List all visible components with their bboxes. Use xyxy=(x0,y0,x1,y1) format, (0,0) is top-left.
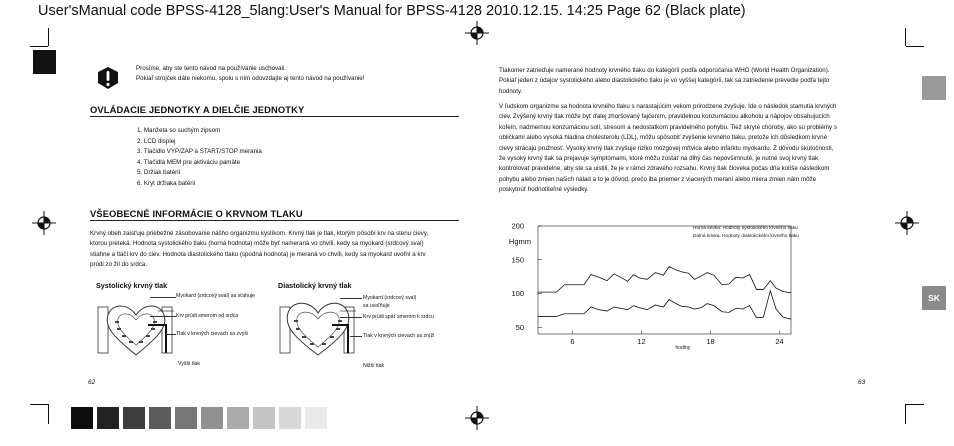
x-tick-label: 18 xyxy=(706,337,715,346)
color-swatch xyxy=(279,407,301,429)
diastolic-label-bottom: Nižší tlak xyxy=(363,363,385,369)
registration-mark-left xyxy=(32,211,56,235)
crop-mark xyxy=(30,46,48,47)
paragraph-line: Tlakomer zatrieďuje namerané hodnoty krvného tlaku do kategórií podľa odporúčania WHO (World Health Organization). xyxy=(499,67,830,74)
language-tab-sk: SK xyxy=(922,286,946,310)
legend-entry: Horná krivka: Hodnoty systolického krvného tlaku xyxy=(693,226,798,231)
systolic-heart-diagram xyxy=(96,293,176,368)
paragraph-line: obličkami alebo vysoká hladina cholesterolu (LDL), môžu spôsobiť zvýšenie krvného tlaku, pretože ich dôsledkom krvné xyxy=(499,134,828,142)
color-swatch xyxy=(97,407,119,429)
crop-mark xyxy=(906,404,924,405)
warning-line: Prosíme, aby ste tento návod na používanie uschovali. xyxy=(136,65,286,72)
crop-mark xyxy=(48,28,49,46)
x-tick-label: 12 xyxy=(637,337,646,346)
list-item: 5. Držiak batérií xyxy=(137,169,181,177)
component-list xyxy=(137,126,262,190)
paragraph-line: V ľudskom organizme sa hodnota krvného tlaku s narastajúcim vekom prirodzene zvyšuje. Ide o následok stamutia krvných xyxy=(499,103,837,110)
crop-mark xyxy=(48,404,49,424)
diastolic-heart-diagram xyxy=(278,293,358,368)
registration-mark-right xyxy=(895,211,919,235)
y-tick-label: 50 xyxy=(515,322,524,332)
section-rule xyxy=(90,220,459,221)
x-tick-label: 24 xyxy=(775,337,784,346)
leader-line xyxy=(150,316,176,317)
diastolic-label-pressure: Tlak v krvných cievach sa zníži xyxy=(363,333,435,339)
diastolic-label-myocard-2: sa uvoľňuje xyxy=(363,303,390,309)
y-tick-label: 200 xyxy=(511,221,524,231)
paragraph-line: cievy strácajú pružnosť. Vysoký krvný tlak zvyšuje riziko mozgovej mŕtvice alebo infarktu myokardu. Z dôvodu skutočnosti, xyxy=(499,144,834,152)
y-axis-label: Hgmm xyxy=(508,237,531,246)
print-header: User'sManual code BPSS-4128_5lang:User's Manual for BPSS-4128 2010.12.15. 14:25 Page 62 (Black plate) xyxy=(38,3,746,19)
systolic-label-pressure: Tlak v krvných cievach sa zvýši xyxy=(176,331,249,337)
paragraph-line: kontrolovať pravidelne, aby ste sa uistili, že je v rámci zdravého rozsahu. Krvný tlak človeka počas dňa kolíše následkom xyxy=(499,165,830,173)
color-swatch xyxy=(149,407,171,429)
systolic-label-myocard: Myokard (srdcový sval) sa sťahuje xyxy=(176,293,255,299)
color-swatch xyxy=(175,407,197,429)
paragraph-line: kofeín, nadmernou konzumáciou solí, stresom a nedostatkom pravidelného pohybu. Tiež skryté choroby, ako sú problémy s xyxy=(499,123,837,131)
paragraph-line: ciev. Zvýšený krvný tlak môže byť ďalej zhoršovaný fajčením, pravidelnou konzumáciou alkoholu a nápojov obsahujúcich xyxy=(499,113,830,121)
page-number-left: 62 xyxy=(88,379,96,386)
paragraph-line: prúdi zo žíl do srdca. xyxy=(90,261,148,269)
section-title-bp-info: VŠEOBECNÉ INFORMÁCIE O KRVNOM TLAKU xyxy=(90,208,303,219)
color-swatch xyxy=(201,407,223,429)
systolic-title: Systolický krvný tlak xyxy=(96,281,168,290)
list-item: 2. LCD displej xyxy=(137,137,176,145)
x-axis-label: hodiny xyxy=(675,345,691,351)
color-swatch xyxy=(253,407,275,429)
paragraph-line: hodnoty. xyxy=(499,87,523,95)
section-title-controls: OVLÁDACIE JEDNOTKY A DIELČIE JEDNOTKY xyxy=(90,104,305,115)
list-item: 6. Kryt držiaka batérií xyxy=(137,179,196,187)
list-item: 1. Manžeta so suchým zipsom xyxy=(137,127,221,134)
color-swatch xyxy=(305,407,327,429)
page-number-right: 63 xyxy=(858,379,866,386)
chapter-tab-black xyxy=(33,50,56,74)
plot-frame xyxy=(538,226,791,334)
crop-mark xyxy=(905,404,906,424)
crop-mark xyxy=(905,28,906,46)
age-paragraph xyxy=(499,102,894,196)
bp-info-paragraph xyxy=(90,229,465,271)
bp-24h-chart xyxy=(495,218,805,352)
paragraph-line: ktorou preteká. Hodnota systolického tlaku (horná hodnota) môže byť nameraná vo chvíli, kedy sa myokard (srdcový sval) xyxy=(90,240,424,248)
systolic-line xyxy=(538,267,791,293)
warning-icon xyxy=(97,66,119,95)
diastolic-line xyxy=(538,291,791,319)
who-paragraph xyxy=(499,66,894,97)
paragraph-line: Krvný obeh zaisťuje priebežné zásobovanie nášho organizmu kyslíkom. Krvný tlak je tlak, ktorým pôsobí krv na stenu cievy, xyxy=(90,230,429,237)
legend-entry: Dolná krivka: Hodnoty diastolického krvného tlaku xyxy=(693,234,799,239)
leader-line xyxy=(150,297,176,298)
paragraph-line: že vysoký krvný tlak sa prejavuje symptómami, ktoré môžu zostať na dlhý čas nepovšimnuté, je nutné svoj krvný tlak xyxy=(499,155,819,163)
x-tick-label: 6 xyxy=(570,337,575,346)
paragraph-line: poskytnúť hodnotiteľné výsledky. xyxy=(499,186,589,194)
y-tick-label: 150 xyxy=(511,255,524,265)
leader-line xyxy=(350,336,362,337)
crop-mark xyxy=(30,404,48,405)
paragraph-line: stiahne a tlačí krv do ciev. Hodnota diastolického tlaku (spodná hodnota) je meraná vo chvíli, kedy sa myokard uvoľní a krv xyxy=(90,250,426,258)
leader-line xyxy=(340,317,362,318)
color-swatch xyxy=(227,407,249,429)
registration-mark-top xyxy=(465,21,489,45)
leader-line xyxy=(166,334,176,335)
paragraph-line: Pokiaľ jeden z údajov systolického alebo diastolického tlaku je vo vyššej kategórii, tak sa zatriedenie prevedie podľa tejto xyxy=(499,77,830,85)
warning-text xyxy=(136,64,364,85)
warning-line: Pokiaľ strojček dáte niekomu, spolu s ním odovzdajte aj tento návod na používanie! xyxy=(136,75,365,83)
diastolic-title: Diastolický krvný tlak xyxy=(278,281,352,290)
color-swatch xyxy=(71,407,93,429)
systolic-label-flow: Krv prúdi smerom od srdca xyxy=(176,313,239,319)
crop-mark xyxy=(906,46,924,47)
list-item: 3. Tlačidlo VYP/ZAP a START/STOP merania xyxy=(137,148,262,156)
list-item: 4. Tlačidlá MEM pre aktiváciu pamäte xyxy=(137,158,241,166)
registration-mark-bottom xyxy=(465,406,489,430)
diastolic-label-flow: Krv prúdi späť smerom k srdcu xyxy=(363,314,434,320)
paragraph-line: pohybu alebo zmien našich nálad a to je dôvod, prečo iba priemer z viacerých meraní alebo miera zmien nám môže xyxy=(499,175,817,183)
section-rule xyxy=(90,116,459,117)
color-swatch xyxy=(123,407,145,429)
y-tick-label: 100 xyxy=(511,289,524,298)
systolic-label-bottom: Vyšší tlak xyxy=(178,361,201,367)
leader-line xyxy=(340,298,362,299)
chapter-tab-grey xyxy=(922,76,946,100)
diastolic-label-myocard-1: Myokard (srdcový sval) xyxy=(363,295,417,301)
